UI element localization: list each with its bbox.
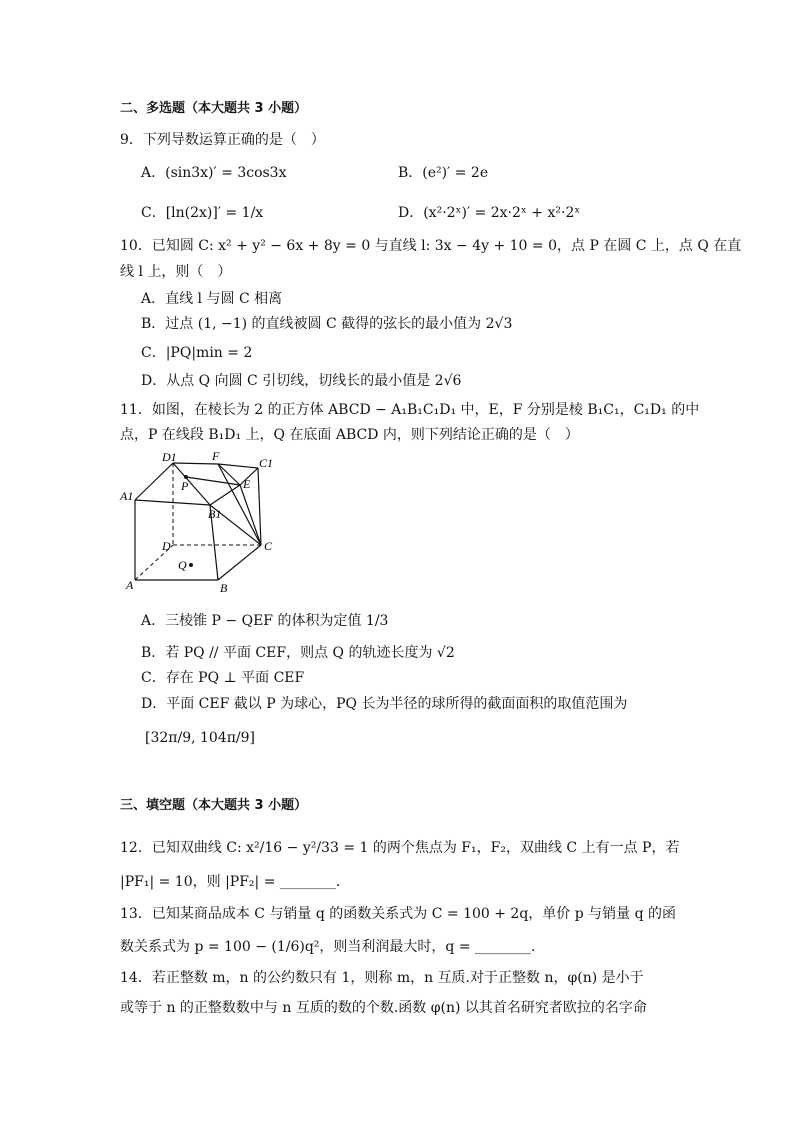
label-b1: B1 bbox=[208, 507, 222, 521]
question-12-line2: |PF₁| = 10，则 |PF₂| = ________. bbox=[120, 874, 341, 890]
q10-option-a: A．直线 l 与圆 C 相离 bbox=[141, 291, 283, 307]
question-13-line2: 数关系式为 p = 100 − (1/6)q²，则当利润最大时，q = ________. bbox=[120, 939, 536, 955]
edge-a1-d1 bbox=[135, 463, 173, 500]
question-9-stem: 9．下列导数运算正确的是（ ） bbox=[120, 132, 325, 148]
point-q bbox=[189, 563, 193, 567]
segment-p-e bbox=[186, 477, 240, 485]
question-11-stem-line1: 11．如图，在棱长为 2 的正方体 ABCD − A₁B₁C₁D₁ 中，E，F 分别是棱 B₁C₁，C₁D₁ 的中 bbox=[120, 402, 700, 418]
label-e: E bbox=[243, 477, 251, 491]
edge-b-c bbox=[218, 545, 261, 580]
edge-e-c bbox=[240, 485, 261, 545]
question-13-line1: 13．已知某商品成本 C 与销量 q 的函数关系式为 C = 100 + 2q，单价 p 与销量 q 的函 bbox=[120, 906, 677, 922]
edge-d1-f bbox=[173, 463, 218, 464]
label-a1: A1 bbox=[120, 489, 134, 503]
q9-option-d: D．(x²·2ˣ)′ = 2x·2ˣ + x²·2ˣ bbox=[398, 205, 581, 221]
question-10-stem-line2: 线 l 上，则（ ） bbox=[120, 264, 232, 280]
q9-option-c: C．[ln(2x)]′ = 1/x bbox=[141, 205, 264, 221]
edge-b1-e bbox=[210, 485, 240, 505]
question-10-stem-line1: 10．已知圆 C: x² + y² − 6x + 8y = 0 与直线 l: 3x − 4y + 10 = 0，点 P 在圆 C 上，点 Q 在直 bbox=[120, 238, 742, 254]
label-d: D bbox=[162, 539, 171, 553]
question-14-line1: 14．若正整数 m，n 的公约数只有 1，则称 m，n 互质.对于正整数 n，φ(n) 是小于 bbox=[120, 970, 644, 986]
cube-figure bbox=[118, 448, 288, 598]
q11-option-a: A．三棱锥 P − QEF 的体积为定值 1/3 bbox=[141, 613, 389, 629]
q10-option-c: C．|PQ|min = 2 bbox=[141, 345, 253, 361]
edge-f-c bbox=[218, 464, 261, 545]
label-a: A bbox=[126, 578, 134, 592]
label-d1: D1 bbox=[162, 450, 177, 464]
edge-d1-b1 bbox=[173, 463, 210, 505]
label-q: Q bbox=[178, 558, 187, 572]
question-14-line2: 或等于 n 的正整数数中与 n 互质的数的个数.函数 φ(n) 以其首名研究者欧拉的名字命 bbox=[120, 1000, 647, 1016]
q9-option-a: A．(sin3x)′ = 3cos3x bbox=[141, 165, 287, 181]
q9-option-b: B．(e²)′ = 2e bbox=[398, 165, 489, 181]
question-11-stem-line2: 点，P 在线段 B₁D₁ 上，Q 在底面 ABCD 内，则下列结论正确的是（ ） bbox=[120, 427, 579, 443]
label-f: F bbox=[212, 449, 220, 463]
label-b: B bbox=[220, 581, 228, 595]
section-title-multiple-choice: 二、多选题（本大题共 3 小题） bbox=[120, 101, 308, 116]
label-c1: C1 bbox=[259, 456, 274, 470]
question-12-line1: 12．已知双曲线 C: x²/16 − y²/33 = 1 的两个焦点为 F₁，F₂，双曲线 C 上有一点 P，若 bbox=[120, 840, 680, 856]
edge-c1-c bbox=[258, 468, 261, 545]
q11-option-d-line2: [32π/9, 104π/9] bbox=[145, 730, 256, 746]
edge-f-c1 bbox=[218, 464, 258, 468]
q10-option-b: B．过点 (1, −1) 的直线被圆 C 截得的弦长的最小值为 2√3 bbox=[141, 316, 513, 332]
q11-option-b: B．若 PQ // 平面 CEF，则点 Q 的轨迹长度为 √2 bbox=[141, 645, 455, 661]
q11-option-c: C．存在 PQ ⊥ 平面 CEF bbox=[141, 670, 305, 686]
label-p: P bbox=[181, 479, 189, 493]
q10-option-d: D．从点 Q 向圆 C 引切线，切线长的最小值是 2√6 bbox=[141, 373, 462, 389]
label-c: C bbox=[264, 539, 273, 553]
q11-option-d-line1: D．平面 CEF 截以 P 为球心，PQ 长为半径的球所得的截面面积的取值范围为 bbox=[141, 696, 628, 712]
section-title-fill-in: 三、填空题（本大题共 3 小题） bbox=[120, 798, 308, 813]
